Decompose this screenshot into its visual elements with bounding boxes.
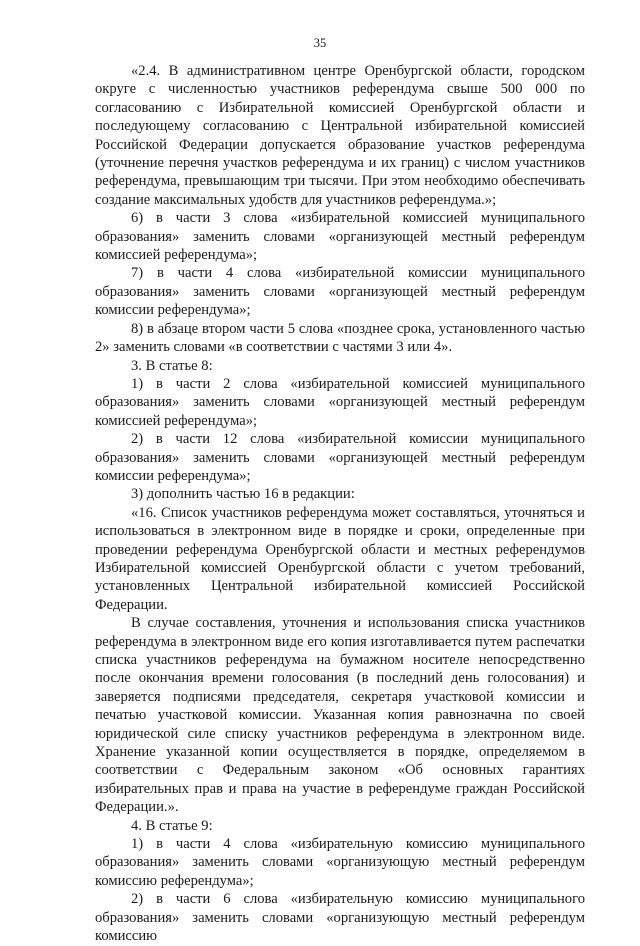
paragraph-2-4: «2.4. В административном центре Оренбургской области, городском округе с численностью участников референдума свыше 500 000 по согласованию с Избирательной комиссией Оренбургской области и последующему согласованию с Центральной избирательной комиссией Российской Федерации допускается образование участков референдума (уточнение перечня участков референдума и их границ) с числом участников референдума, превышающим три тысячи. При этом необходимо обеспечивать создание максимальных удобств для участников референдума.»; (95, 63, 585, 208)
paragraph-article-8-item-2: 2) в части 12 слова «избирательной комиссии муниципального образования» заменить словами «организующей местный референдум комиссии референдума»; (95, 431, 585, 484)
paragraph-item-6: 6) в части 3 слова «избирательной комиссией муниципального образования» заменить словами «организующей местный референдум комиссией референдума»; (95, 210, 585, 264)
paragraph-part-16: «16. Список участников референдума может составляться, уточняться и использоваться в электронном виде в порядке и сроки, определенные при проведении референдума Оренбургской области и местных референдумов Избирательной комиссией Оренбургской области с учетом требований, установленных Центральной избирательной комиссией Российской Федерации. (95, 504, 585, 613)
paragraph-item-7: 7) в части 4 слова «избирательной комиссии муниципального образования» заменить словами «организующей местный референдум комиссии референдума»; (95, 265, 585, 319)
paragraph-article-9-item-2: 2) в части 6 слова «избирательную комиссию муниципального образования» заменить словами «организующую местный референдум комиссию (95, 891, 585, 945)
paragraph-article-9-heading: 4. В статье 9: (131, 817, 213, 834)
page-number: 35 (313, 36, 327, 50)
paragraph-article-9-item-1: 1) в части 4 слова «избирательную комиссию муниципального образования» заменить словами «организующую местный референдум комиссию референдума»; (95, 836, 585, 889)
paragraph-article-8-item-1: 1) в части 2 слова «избирательной комиссией муниципального образования» заменить словами «организующей местный референдум комиссией референдума»; (95, 375, 585, 429)
paragraph-item-8: 8) в абзаце втором части 5 слова «позднее срока, установленного частью 2» заменить словами «в соответствии с частями 3 или 4». (95, 320, 585, 356)
paragraph-article-8-heading: 3. В статье 8: (131, 357, 213, 374)
document-body (95, 62, 585, 946)
paragraph-article-8-item-3: 3) дополнить частью 16 в редакции: (131, 486, 355, 503)
paragraph-electronic-list-copy: В случае составления, уточнения и использования списка участников референдума в электронном виде его копия изготавливается путем распечатки списка участников референдума на бумажном носителе непосредственно после окончания времени голосования (в последний день голосования) и заверяется подписями председателя, секретаря участковой комиссии и печатью участковой комиссии. Указанная копия равнозначна по своей юридической силе списку участников референдума в электронном виде. Хранение указанной копии осуществляется в порядке, определяемом в соответствии с Федеральным законом «Об основных гарантиях избирательных прав и права на участие в референдуме граждан Российской Федерации.». (95, 615, 585, 816)
